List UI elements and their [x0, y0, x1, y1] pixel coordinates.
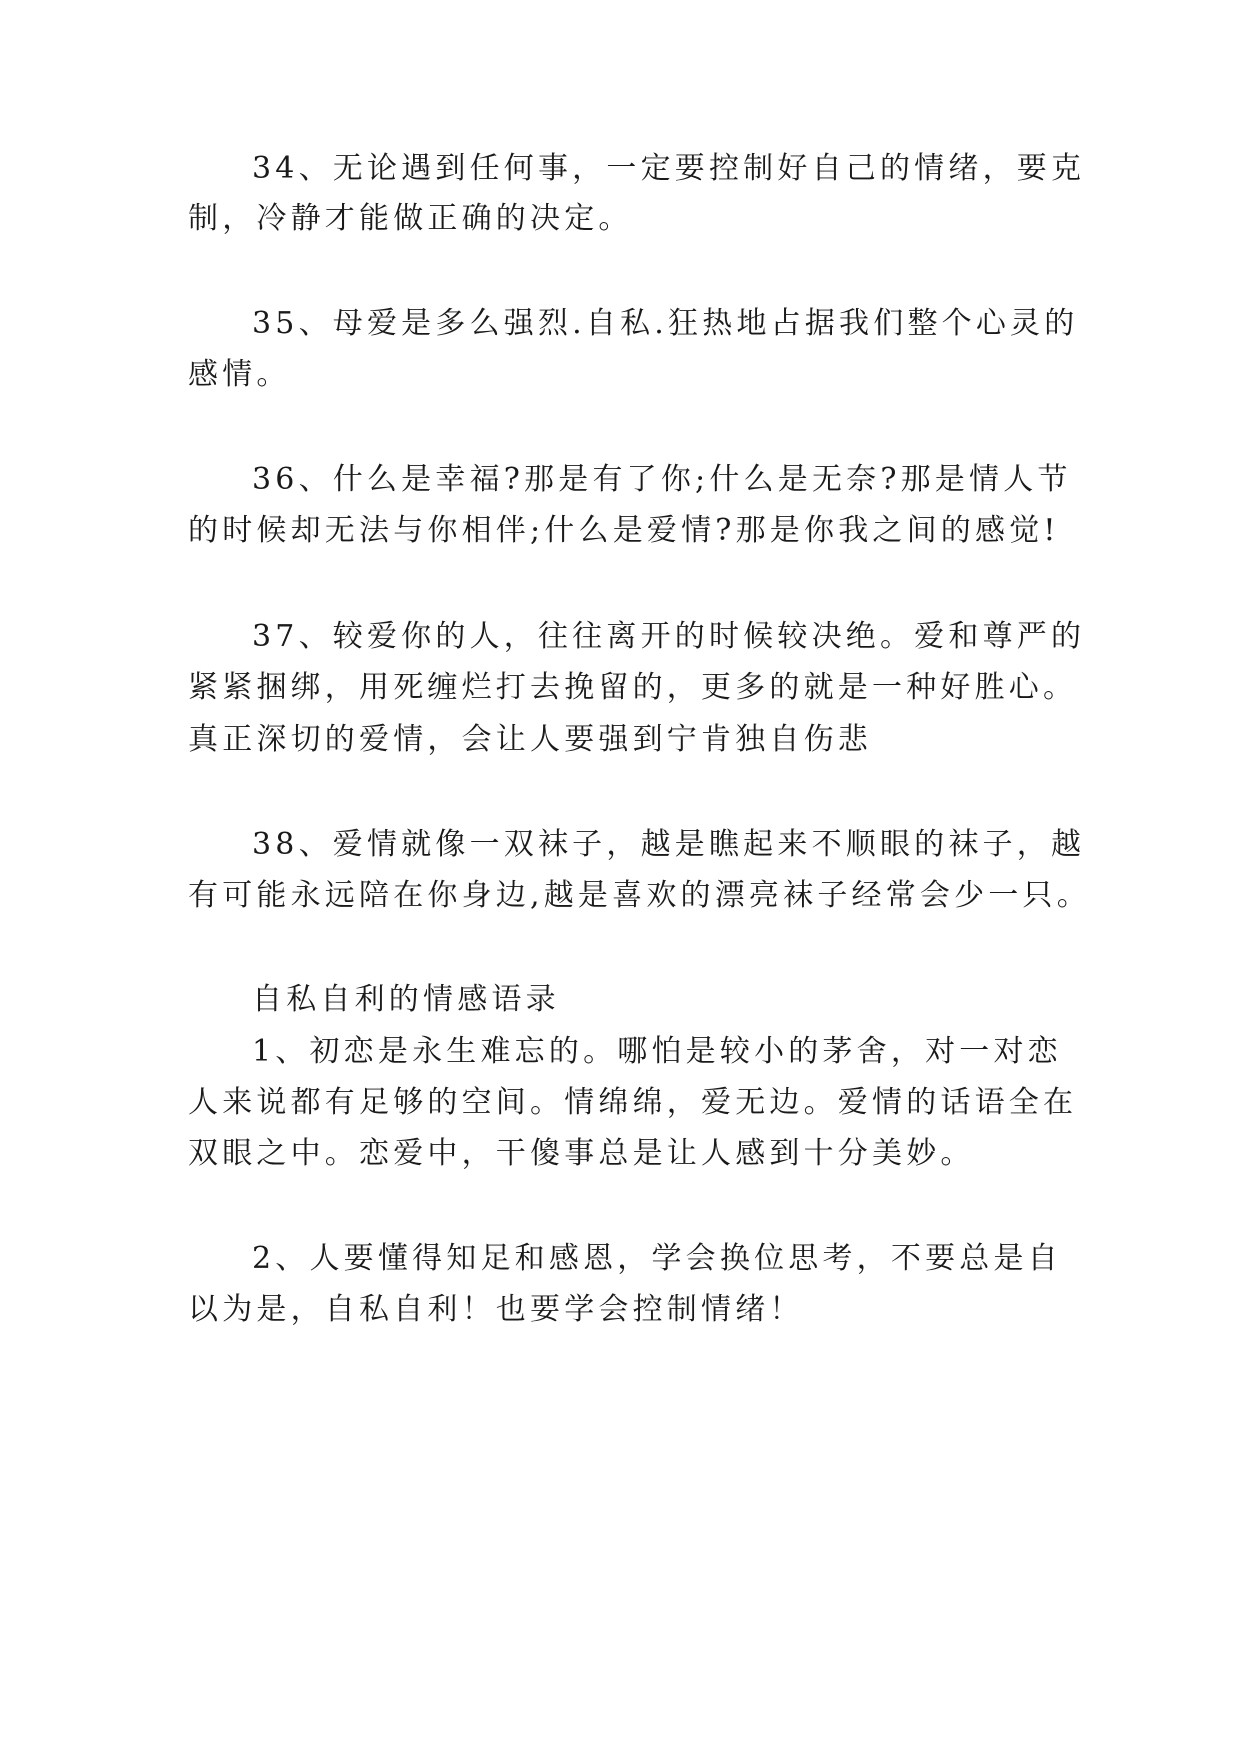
- paragraph-36-line-2: 的时候却无法与你相伴;什么是爱情?那是你我之间的感觉!: [188, 513, 1060, 548]
- paragraph-36-line-1: 36、什么是幸福?那是有了你;什么是无奈?那是情人节: [252, 462, 1072, 497]
- paragraph-34-line-1: 34、无论遇到任何事，一定要控制好自己的情绪，要克: [252, 151, 1086, 186]
- paragraph-37-line-2: 紧紧捆绑，用死缠烂打去挽留的，更多的就是一种好胜心。: [188, 670, 1078, 705]
- paragraph-35-line-1: 35、母爱是多么强烈.自私.狂热地占据我们整个心灵的: [252, 306, 1079, 341]
- paragraph-37-line-3: 真正深切的爱情，会让人要强到宁肯独自伤悲: [188, 722, 872, 757]
- section-paragraph-2-line-2: 以为是，自私自利！也要学会控制情绪！: [188, 1292, 804, 1327]
- section-heading: 自私自利的情感语录: [252, 982, 560, 1017]
- paragraph-38-line-2: 有可能永远陪在你身边,越是喜欢的漂亮袜子经常会少一只。: [188, 878, 1091, 913]
- section-paragraph-1-line-3: 双眼之中。恋爱中，干傻事总是让人感到十分美妙。: [188, 1136, 975, 1171]
- section-paragraph-1-line-1: 1、初恋是永生难忘的。哪怕是较小的茅舍，对一对恋: [252, 1034, 1062, 1069]
- section-paragraph-1-line-2: 人来说都有足够的空间。情绵绵，爱无边。爱情的话语全在: [188, 1085, 1078, 1120]
- paragraph-35-line-2: 感情。: [188, 357, 291, 392]
- paragraph-34-line-2: 制，冷静才能做正确的决定。: [188, 201, 633, 236]
- paragraph-38-line-1: 38、爱情就像一双袜子，越是瞧起来不顺眼的袜子，越: [252, 827, 1086, 862]
- paragraph-37-line-1: 37、较爱你的人，往往离开的时候较决绝。爱和尊严的: [252, 619, 1086, 654]
- section-paragraph-2-line-1: 2、人要懂得知足和感恩，学会换位思考，不要总是自: [252, 1241, 1062, 1276]
